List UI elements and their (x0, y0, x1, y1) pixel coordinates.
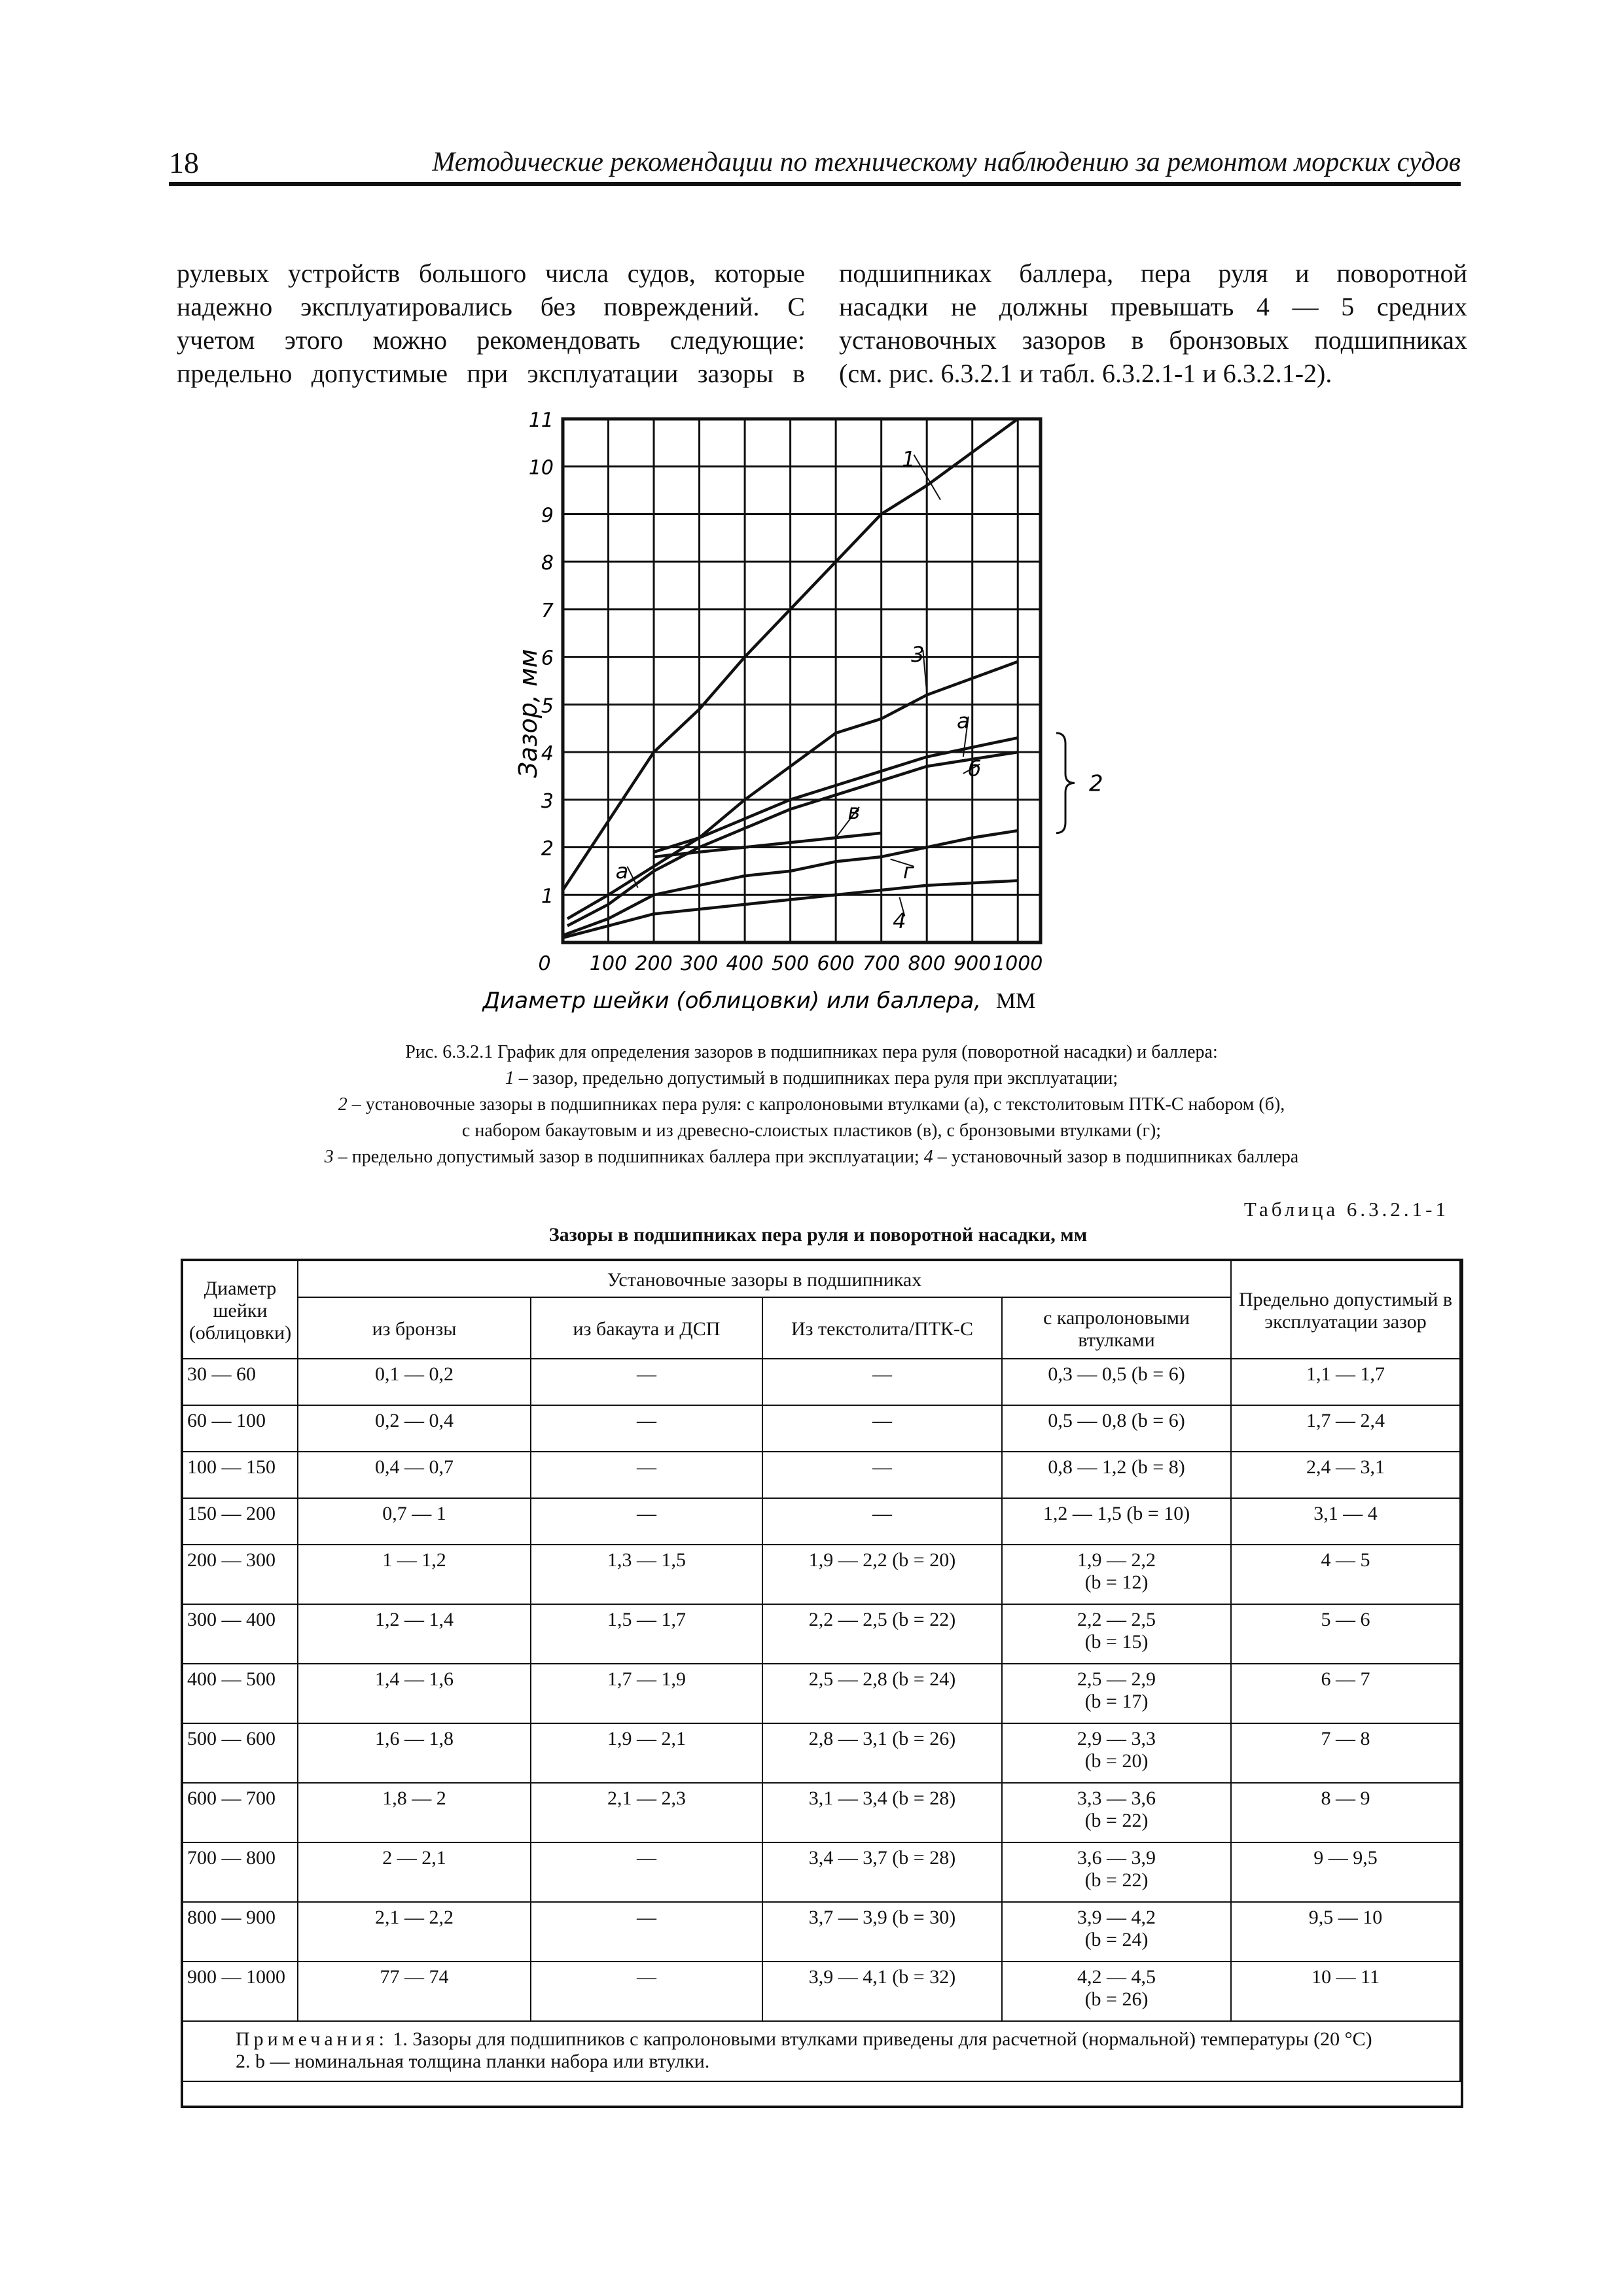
caption-line (196, 1066, 1427, 1092)
table-cell-bakaut: — (531, 1452, 762, 1498)
table-cell-kaprolon (1002, 1664, 1231, 1723)
caption-line (196, 1092, 1427, 1118)
caption-num: 4 (923, 1147, 933, 1167)
x-axis-unit: ММ (995, 989, 1036, 1013)
page-number: 18 (169, 146, 199, 179)
table-cell-bakaut: — (531, 1962, 762, 2021)
y-tick-label: 4 (541, 742, 554, 766)
y-tick-label: 6 (541, 647, 554, 670)
header-bakaut: из бакаута и ДСП (531, 1297, 762, 1359)
table-row (183, 1962, 1460, 2021)
table-cell-textolite: — (762, 1359, 1002, 1405)
table-cell-limit: 2,4 — 3,1 (1231, 1452, 1460, 1498)
body-text-right (839, 257, 1467, 390)
note-line (236, 2028, 1452, 2051)
table-cell-limit: 1,7 — 2,4 (1231, 1405, 1460, 1452)
cell-line: 2,9 — 3,3 (1077, 1728, 1156, 1749)
table-cell-d: 300 — 400 (183, 1604, 298, 1664)
y-tick-label: 1 (541, 885, 554, 908)
table-cell-bronze: 1,8 — 2 (298, 1783, 531, 1842)
table-cell-textolite: 3,4 — 3,7 (b = 28) (762, 1842, 1002, 1902)
table-cell-bronze: 0,4 — 0,7 (298, 1452, 531, 1498)
table-cell-limit: 1,1 — 1,7 (1231, 1359, 1460, 1405)
table-cell-bakaut: — (531, 1842, 762, 1902)
table-cell-textolite: 3,7 — 3,9 (b = 30) (762, 1902, 1002, 1962)
table-cell-d: 900 — 1000 (183, 1962, 298, 2021)
curve-label: 1 (902, 446, 916, 472)
caption-text: – предельно допустимый зазор в подшипниках баллера при эксплуатации; (333, 1147, 924, 1167)
cell-line: 0,5 — 0,8 (b = 6) (1048, 1410, 1185, 1431)
y-tick-label: 11 (528, 409, 554, 432)
table-cell-textolite: 2,8 — 3,1 (b = 26) (762, 1723, 1002, 1783)
table-cell-kaprolon (1002, 1842, 1231, 1902)
x-tick-label: 1000 (993, 952, 1043, 975)
caption-text: – установочный зазор в подшипниках баллера (933, 1147, 1299, 1167)
header-limit: Предельно допустимый в эксплуатации зазор (1231, 1261, 1460, 1359)
cell-line: (b = 12) (1084, 1571, 1149, 1593)
cell-line: 2,2 — 2,5 (1077, 1609, 1156, 1630)
text-line: установочных зазоров в бронзовых подшипниках (839, 325, 1467, 355)
cell-line: (b = 22) (1084, 1810, 1149, 1831)
cell-line: 3,6 — 3,9 (1077, 1847, 1156, 1869)
table-cell-bronze: 1,2 — 1,4 (298, 1604, 531, 1664)
x-tick-label: 400 (726, 952, 764, 975)
cell-line: 3,9 — 4,2 (1077, 1907, 1156, 1928)
text-line: предельно допустимые при эксплуатации зазоры в (177, 359, 805, 388)
cell-line: 0,8 — 1,2 (b = 8) (1048, 1456, 1185, 1478)
x-axis-label-text: Диаметр шейки (облицовки) или баллера, (482, 988, 982, 1014)
x-tick-label: 500 (771, 952, 810, 975)
table-cell-d: 30 — 60 (183, 1359, 298, 1405)
table-cell-limit: 6 — 7 (1231, 1664, 1460, 1723)
table-cell-bakaut: 1,7 — 1,9 (531, 1664, 762, 1723)
cell-line: (b = 15) (1084, 1631, 1149, 1653)
caption-line (196, 1144, 1427, 1170)
table-cell-limit: 7 — 8 (1231, 1723, 1460, 1783)
table-cell-limit: 9,5 — 10 (1231, 1902, 1460, 1962)
y-tick-label: 5 (541, 694, 554, 718)
table-cell-limit: 8 — 9 (1231, 1783, 1460, 1842)
page-header (169, 145, 1461, 186)
table-cell-d: 200 — 300 (183, 1545, 298, 1604)
notes-label: Примечания: (236, 2028, 388, 2050)
x-tick-label: 900 (954, 952, 991, 975)
y-tick-label: 8 (541, 552, 554, 575)
x-axis-label (482, 988, 1036, 1014)
table-cell-textolite: — (762, 1405, 1002, 1452)
table-cell-bronze: 1,6 — 1,8 (298, 1723, 531, 1783)
table-row (183, 1664, 1460, 1723)
caption-line: с набором бакаутовым и из древесно-слоистых пластиков (в), с бронзовыми втулками (г); (461, 1121, 1162, 1141)
table-cell-limit: 5 — 6 (1231, 1604, 1460, 1664)
table-cell-kaprolon (1002, 1545, 1231, 1604)
text-line: подшипниках баллера, пера руля и поворотной (839, 259, 1467, 288)
header-bronze: из бронзы (298, 1297, 531, 1359)
x-tick-label: 200 (635, 952, 673, 975)
table-cell-d: 600 — 700 (183, 1783, 298, 1842)
table-row (183, 1359, 1460, 1405)
cell-line: 4,2 — 4,5 (1077, 1966, 1156, 1988)
caption-line: Рис. 6.3.2.1 График для определения зазоров в подшипниках пера руля (поворотной насадки) и баллера: (405, 1042, 1218, 1062)
x-tick-label: 700 (863, 952, 901, 975)
cell-line: (b = 17) (1084, 1691, 1149, 1712)
table-cell-kaprolon (1002, 1723, 1231, 1783)
table-cell-bakaut: 1,9 — 2,1 (531, 1723, 762, 1783)
x-tick-label: 100 (589, 952, 628, 975)
table-cell-d: 500 — 600 (183, 1723, 298, 1783)
cell-line: (b = 22) (1084, 1869, 1149, 1891)
cell-line: (b = 20) (1084, 1750, 1149, 1772)
x-tick-label: 800 (908, 952, 946, 975)
table-cell-d: 150 — 200 (183, 1498, 298, 1545)
x-tick-label: 600 (817, 952, 855, 975)
table-cell-bronze: 1 — 1,2 (298, 1545, 531, 1604)
text-line: насадки не должны превышать 4 — 5 средних (839, 292, 1467, 321)
y-tick-label: 3 (541, 789, 554, 813)
table-row (183, 1902, 1460, 1962)
table-row (183, 1783, 1460, 1842)
caption-num: 2 (338, 1094, 348, 1115)
caption-text: – установочные зазоры в подшипниках пера руля: с капролоновыми втулками (а), с текстолитовым ПТК-С набором (б), (347, 1094, 1285, 1115)
note-line: 2. b — номинальная толщина планки набора или втулки. (236, 2051, 710, 2072)
table-number: Таблица 6.3.2.1-1 (1243, 1198, 1449, 1221)
cell-line: 3,3 — 3,6 (1077, 1787, 1156, 1809)
body-text-left (177, 257, 805, 390)
table-cell-bronze: 0,2 — 0,4 (298, 1405, 531, 1452)
table-cell-bakaut: 1,5 — 1,7 (531, 1604, 762, 1664)
y-tick-label: 2 (541, 837, 554, 861)
table-row (183, 1604, 1460, 1664)
table-cell-limit: 4 — 5 (1231, 1545, 1460, 1604)
text-line: (см. рис. 6.3.2.1 и табл. 6.3.2.1-1 и 6.3.2.1-2). (839, 359, 1332, 388)
table-cell-bronze: 0,7 — 1 (298, 1498, 531, 1545)
notes-cell (183, 2021, 1460, 2081)
cell-line: (b = 24) (1084, 1929, 1149, 1950)
clearance-chart (471, 399, 1152, 1021)
table-cell-bronze: 77 — 74 (298, 1962, 531, 2021)
table-cell-bakaut: — (531, 1498, 762, 1545)
cell-line: (b = 26) (1084, 1988, 1149, 2010)
table-cell-kaprolon (1002, 1902, 1231, 1962)
curve-label: а (615, 858, 629, 884)
text-line: учетом этого можно рекомендовать следующие: (177, 325, 805, 355)
cell-line: 0,3 — 0,5 (b = 6) (1048, 1363, 1185, 1385)
table-cell-d: 400 — 500 (183, 1664, 298, 1723)
x-tick-label: 300 (680, 952, 719, 975)
table-cell-bakaut: — (531, 1902, 762, 1962)
table-cell-kaprolon (1002, 1604, 1231, 1664)
x-tick-label: 0 (538, 952, 551, 975)
table-cell-bakaut: — (531, 1405, 762, 1452)
chart-ticks (529, 409, 1043, 975)
note-1: 1. Зазоры для подшипников с капролоновыми втулками приведены для расчетной (нормальной) температуры (20 °С) (387, 2028, 1372, 2050)
table-cell-bronze: 2 — 2,1 (298, 1842, 531, 1902)
table-cell-textolite: 3,9 — 4,1 (b = 32) (762, 1962, 1002, 2021)
table-cell-kaprolon (1002, 1452, 1231, 1498)
caption-text: – зазор, предельно допустимый в подшипниках пера руля при эксплуатации; (514, 1068, 1118, 1088)
y-tick-label: 7 (541, 599, 554, 622)
caption-num: 1 (505, 1068, 514, 1088)
text-line: надежно эксплуатировались без повреждений. С (177, 292, 805, 321)
table-row (183, 1723, 1460, 1783)
y-tick-label: 9 (541, 504, 554, 528)
table-cell-d: 700 — 800 (183, 1842, 298, 1902)
header-kaprolon: с капролоновыми втулками (1002, 1297, 1231, 1359)
table-cell-bakaut: 2,1 — 2,3 (531, 1783, 762, 1842)
curve-label: в (847, 798, 861, 824)
table-cell-limit: 3,1 — 4 (1231, 1498, 1460, 1545)
table-cell-limit: 9 — 9,5 (1231, 1842, 1460, 1902)
table-cell-textolite: — (762, 1498, 1002, 1545)
table-cell-textolite: 3,1 — 3,4 (b = 28) (762, 1783, 1002, 1842)
table-cell-bakaut: — (531, 1359, 762, 1405)
y-tick-label: 10 (528, 456, 554, 480)
cell-line: 1,9 — 2,2 (1077, 1549, 1156, 1571)
table-cell-bakaut: 1,3 — 1,5 (531, 1545, 762, 1604)
curve-label: 3 (911, 641, 925, 667)
table-cell-textolite: 2,5 — 2,8 (b = 24) (762, 1664, 1002, 1723)
header-textolite: Из текстолита/ПТК-С (762, 1297, 1002, 1359)
table-cell-textolite: 2,2 — 2,5 (b = 22) (762, 1604, 1002, 1664)
table-cell-d: 800 — 900 (183, 1902, 298, 1962)
curve-label: б (968, 756, 982, 781)
text-line: рулевых устройств большого числа судов, которые (177, 259, 805, 288)
header-group: Установочные зазоры в подшипниках (298, 1261, 1231, 1297)
curve-label: а (957, 708, 970, 734)
figure-caption (196, 1039, 1427, 1170)
table-cell-textolite: 1,9 — 2,2 (b = 20) (762, 1545, 1002, 1604)
table-cell-d: 100 — 150 (183, 1452, 298, 1498)
table-row (183, 1405, 1460, 1452)
table-title: Зазоры в подшипниках пера руля и поворотной насадки, мм (548, 1224, 1088, 1246)
table-row (183, 1498, 1460, 1545)
table-cell-bronze: 1,4 — 1,6 (298, 1664, 531, 1723)
table-notes (183, 2021, 1460, 2081)
curve-label: г (902, 858, 914, 884)
header-diameter: Диаметр шейки (облицовки) (183, 1261, 298, 1359)
table-cell-kaprolon (1002, 1962, 1231, 2021)
table-cell-bronze: 2,1 — 2,2 (298, 1902, 531, 1962)
caption-num: 3 (324, 1147, 334, 1167)
table-cell-kaprolon (1002, 1783, 1231, 1842)
table-cell-textolite: — (762, 1452, 1002, 1498)
table-row (183, 1842, 1460, 1902)
table-row (183, 1452, 1460, 1498)
running-title: Методические рекомендации по техническому наблюдению за ремонтом морских судов (432, 147, 1461, 177)
table-row (183, 1545, 1460, 1604)
cell-line: 1,2 — 1,5 (b = 10) (1043, 1503, 1190, 1524)
table-cell-bronze: 0,1 — 0,2 (298, 1359, 531, 1405)
table-cell-kaprolon (1002, 1359, 1231, 1405)
clearance-table (182, 1260, 1461, 2082)
table-cell-limit: 10 — 11 (1231, 1962, 1460, 2021)
curve-label: 4 (893, 908, 906, 934)
table-cell-kaprolon (1002, 1498, 1231, 1545)
table-cell-d: 60 — 100 (183, 1405, 298, 1452)
brace-label: 2 (1089, 770, 1103, 797)
group-brace (1056, 733, 1075, 833)
cell-line: 2,5 — 2,9 (1077, 1668, 1156, 1690)
y-axis-label: Зазор, мм (514, 649, 543, 778)
table-cell-kaprolon (1002, 1405, 1231, 1452)
